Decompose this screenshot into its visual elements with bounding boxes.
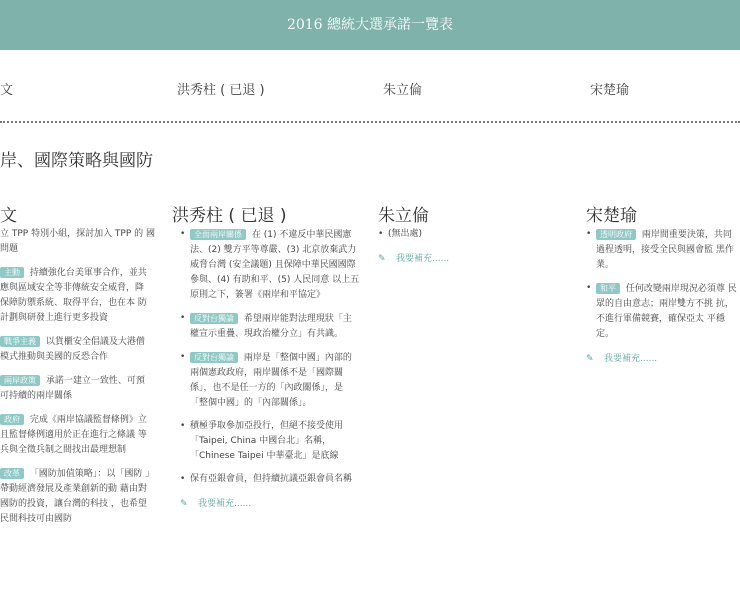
item-text: 任何改變兩岸現況必須尊 民眾的自由意志；兩岸雙方不挑 抗，不進行軍備競賽，確保亞太 平穩定。 [596,284,737,339]
column-heading-4: 宋楚瑜 [586,206,637,226]
item-text: 兩岸間重要決策，共同 過程透明，接受全民與國會監 黑作業。 [596,230,734,270]
item-text: 在 (1) 不違反中華民國憲法、(2) 雙方平等尊嚴、(3) 北京放棄武力威脅台灣 (安全議題) 且保障中華民國國際參與、(4) 有助和平、(5) 人民同意 以上五原則之下，簽署《兩岸和平協定》 [190,230,360,300]
list-item [0,334,155,365]
column-2-list [180,227,360,512]
add-comment-link[interactable] [180,497,360,512]
bullet-icon: • [378,229,384,239]
add-comment-link[interactable] [586,352,740,367]
bullet-icon: • [586,283,592,293]
list-item [180,419,360,464]
section-title: 岸、國際策略與國防 [0,151,153,171]
list-item [0,373,155,404]
page-header [0,0,740,50]
item-text: 持續強化台美軍事合作，並共 應與區域安全等非傳統安全威脅，降 保障防禦系統、取得平台，也在本 防計劃與研發上進行更多投資 [0,268,147,323]
item-tag[interactable]: 反對台獨論 [190,313,238,324]
add-comment-label: 我要補充...... [198,499,252,509]
bullet-icon: • [586,229,592,239]
list-item [180,350,360,411]
candidate-name-4: 宋楚瑜 [590,83,630,98]
list-item [180,472,360,487]
column-heading-1: 文 [0,206,17,226]
bullet-icon: • [180,474,186,484]
item-text: 以貨櫃安全倡議及大港僧 模式推動與美國的反恐合作 [0,337,145,362]
divider [0,121,740,123]
pencil-icon: ✎ [378,254,386,264]
item-tag[interactable]: 透明政府 [596,229,636,240]
item-tag[interactable]: 兩岸政策 [0,375,40,386]
column-1-list [0,227,155,535]
item-text: 立 TPP 特別小組，探討加入 TPP 的 國問題 [0,229,156,254]
column-4-list [586,227,740,367]
bullet-icon: • [180,229,186,239]
item-text: 完成《兩岸協議監督條例》立 且監督條例適用於正在進行之條議 等兵與全徵兵制之間找出最理想制 [0,415,147,455]
item-text: 保有亞銀會員，但持續抗議亞銀會員名稱 [190,474,353,484]
item-tag[interactable]: 改革 [0,468,24,479]
add-comment-link[interactable] [378,252,558,267]
candidate-name-3: 朱立倫 [383,83,423,98]
list-item [0,466,155,527]
candidate-name-2: 洪秀柱 ( 已退 ) [177,83,265,98]
item-text: 積極爭取參加亞投行，但絕不接受使用「Taipei, China 中國台北」名稱，「Chinese Taipei 中華臺北」是底線 [190,421,344,461]
bullet-icon: • [180,421,186,431]
column-3-list [378,227,558,267]
item-text: 兩岸是「整個中國」內部的兩個憲政政府，兩岸關係不是「國際關係」，也不是任一方的「內政關係」，是「整個中國」的「內部關係」。 [190,353,352,408]
bullet-icon: • [180,313,186,323]
item-text: 承諾一建立一致性、可預 可持續的兩岸關係 [0,376,145,401]
page-title: 2016 總統大選承諾一覽表 [286,17,454,33]
item-tag[interactable]: 政府 [0,414,24,425]
item-tag[interactable]: 主動 [0,267,24,278]
item-tag[interactable]: 全面兩岸關係 [190,229,246,240]
pencil-icon: ✎ [586,354,594,364]
list-item [586,227,740,273]
pencil-icon: ✎ [180,499,188,509]
column-heading-2: 洪秀柱 ( 已退 ) [172,206,287,226]
column-heading-3: 朱立倫 [378,206,429,226]
list-item [180,227,360,303]
item-tag[interactable]: 和平 [596,283,620,294]
add-comment-label: 我要補充...... [396,254,450,264]
item-text: 希望兩岸能對法理現狀「主權宣示重疊、現政治權分立」有共識。 [190,314,352,339]
list-item [586,281,740,342]
list-item [0,412,155,458]
list-item [378,227,558,242]
list-item [180,311,360,342]
item-text: 「國防加值策略」：以「國防 」帶動經濟發展及產業創新的動 藉由對國防的投資，讓台灣的科技 ，也希望民間科技可由國防 [0,469,155,524]
list-item [0,265,155,326]
item-tag[interactable]: 反對台獨論 [190,352,238,363]
bullet-icon: • [180,352,186,362]
list-item [0,227,155,257]
item-text: (無出處) [388,229,423,239]
add-comment-label: 我要補充...... [604,354,658,364]
item-tag[interactable]: 戰爭主義 [0,336,40,347]
candidate-name-1: 文 [0,83,14,98]
candidate-name-row [0,79,740,98]
